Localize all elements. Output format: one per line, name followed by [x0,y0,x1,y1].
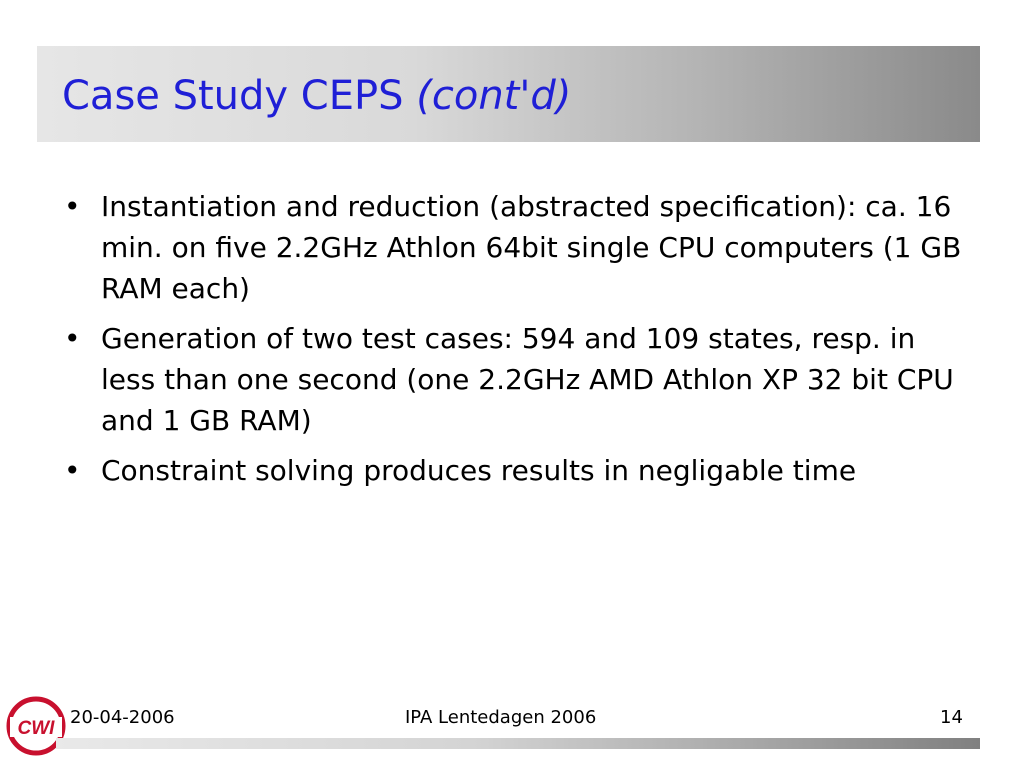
slide-title-suffix: (cont'd) [416,73,572,119]
bullet-list [64,186,974,500]
slide-title [62,71,571,121]
footer-date: 20-04-2006 [70,707,175,728]
footer-event: IPA Lentedagen 2006 [405,707,597,728]
bullet-text: Generation of two test cases: 594 and 109 states, resp. in less than one second (one 2.2GHz AMD Athlon XP 32 bit CPU and 1 GB RAM) [101,322,954,437]
logo-text: CWI [17,718,55,739]
bullet-text: Instantiation and reduction (abstracted specification): ca. 16 min. on five 2.2GHz Athlon 64bit single CPU computers (1 GB RAM each) [101,190,962,305]
footer-page-number: 14 [940,707,963,728]
bullet-dot-icon: • [64,190,81,223]
bullet-item [64,450,974,491]
bullet-dot-icon: • [64,454,81,487]
bullet-dot-icon: • [64,322,81,355]
slide-title-main: Case Study CEPS [62,73,404,119]
bullet-text: Constraint solving produces results in negligable time [101,454,857,487]
bullet-item [64,186,974,309]
footer-bar [56,738,980,749]
bullet-item [64,318,974,441]
